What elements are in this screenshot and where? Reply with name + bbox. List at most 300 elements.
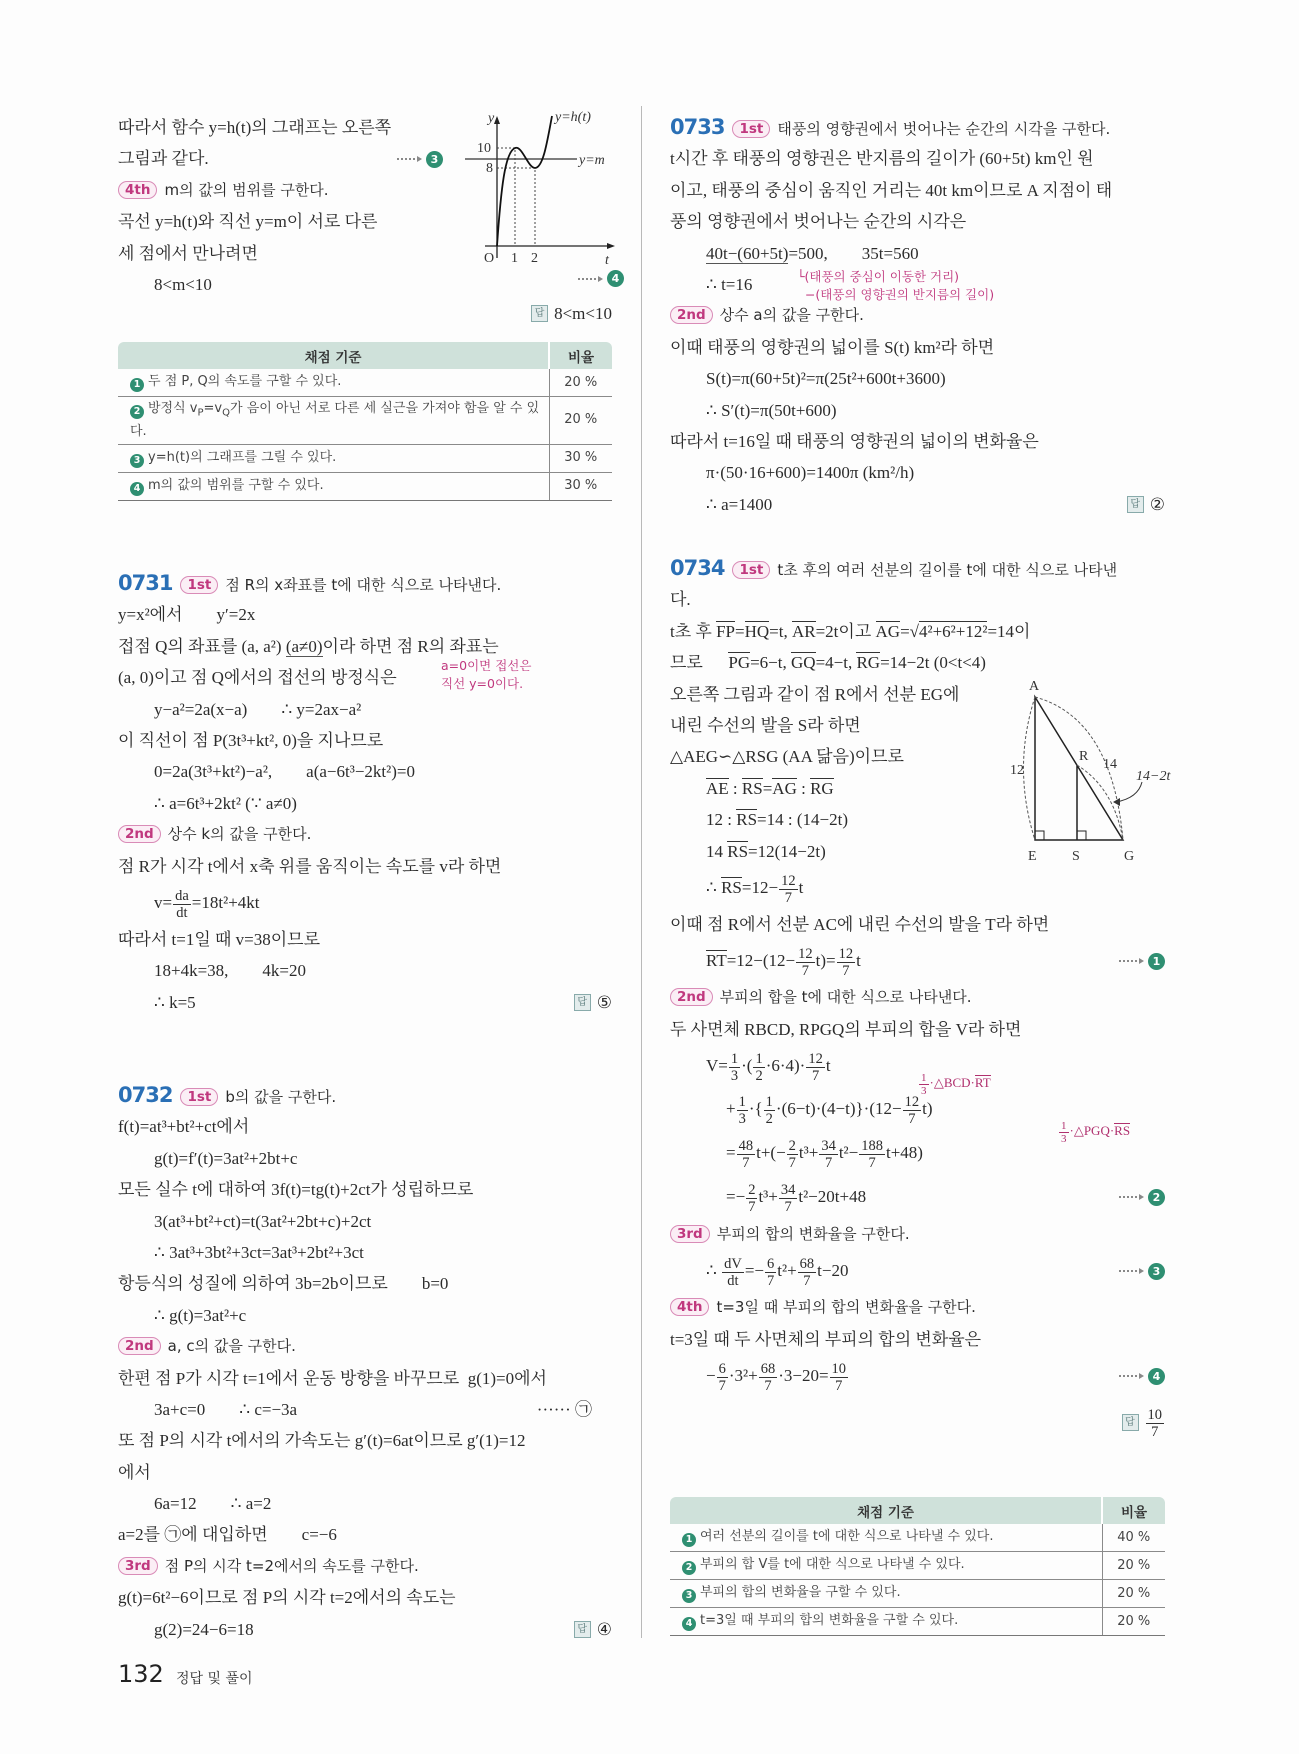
step-badge: 2nd xyxy=(670,306,713,324)
text-run: ∴ xyxy=(706,1261,722,1281)
curve-label: y=h(t) xyxy=(555,110,591,125)
text-run: t=3일 때 두 사면체의 부피의 합의 변화율은 xyxy=(670,1329,982,1349)
dotted-arrow-icon xyxy=(1119,1375,1137,1377)
denominator: 2 xyxy=(755,1067,763,1084)
numerator: 12 xyxy=(781,872,796,889)
solution-line xyxy=(670,1250,1165,1292)
text-run: t=3일 때 부피의 합의 변화율을 구한다. xyxy=(716,1298,976,1317)
text-run: 3(at³+bt²+ct)=t(3at²+2bt+c)+2ct xyxy=(154,1211,372,1231)
text-run: v= xyxy=(154,892,173,912)
solution-line xyxy=(118,1582,612,1613)
text-run: =√ xyxy=(900,621,919,641)
denominator: 3 xyxy=(921,1084,927,1097)
text-run: 0=2a(3t³+kt²)−a², a(a−6t³−2kt²)=0 xyxy=(154,762,415,782)
solution-line xyxy=(670,909,1165,940)
text-run: =4−t, xyxy=(815,653,857,673)
column-divider xyxy=(641,106,642,1638)
text-run: = xyxy=(735,621,745,641)
text-run: ·( xyxy=(741,1056,753,1076)
problem-header xyxy=(670,553,1165,584)
text-run: = xyxy=(726,1143,736,1163)
answer-value xyxy=(597,987,612,1018)
criteria-cell xyxy=(670,1608,1102,1636)
arrow-head-icon xyxy=(1139,1194,1144,1200)
step-badge: 1st xyxy=(732,120,770,138)
step-heading xyxy=(118,1331,612,1362)
text-run: (a, 0)이고 점 Q에서의 접선의 방정식은 xyxy=(118,668,397,688)
text-run: 12 : xyxy=(706,810,737,830)
overline-segment: RG xyxy=(810,778,834,798)
fraction xyxy=(798,1256,817,1289)
denominator: 7 xyxy=(742,1154,750,1171)
numerator: da xyxy=(175,887,189,904)
answer xyxy=(1127,489,1165,520)
answer-value xyxy=(597,1614,612,1645)
denominator: 7 xyxy=(811,1067,820,1084)
solution-line xyxy=(441,675,531,693)
criteria-cell xyxy=(118,472,549,500)
text-run: 부피의 합을 t에 대한 식으로 나타낸다. xyxy=(719,988,972,1007)
criteria-cell xyxy=(118,444,549,472)
numerator: 1 xyxy=(1061,1119,1067,1132)
ratio-cell: 20 % xyxy=(1102,1608,1165,1636)
text-run: t+48) xyxy=(886,1143,923,1163)
denominator: 3 xyxy=(1061,1132,1067,1145)
dotted-arrow-icon xyxy=(397,158,415,160)
answer-value xyxy=(1145,1400,1166,1446)
table-row xyxy=(670,1524,1165,1552)
denominator: 7 xyxy=(788,1154,796,1171)
length-ag: 14 xyxy=(1103,757,1117,772)
overline-segment: HQ xyxy=(744,621,770,641)
answer-icon: 답 xyxy=(1127,496,1144,513)
fraction xyxy=(859,1138,885,1171)
marker-number: 2 xyxy=(1148,1189,1165,1206)
text-run: 이고, 태풍의 중심이 움직인 거리는 40t km이므로 A 지점이 태 xyxy=(670,180,1113,200)
text-run: 두 점 P, Q의 속도를 구할 수 있다. xyxy=(148,374,342,389)
table-row xyxy=(670,1608,1165,1636)
text-run: 항등식의 성질에 의하여 3b=2b이므로 b=0 xyxy=(118,1274,449,1294)
annotation-0734-bcd xyxy=(918,1068,991,1098)
text-run: 한편 점 P가 시각 t=1에서 운동 방향을 바꾸므로 g(1)=0에서 xyxy=(118,1368,547,1388)
arrow-head-icon xyxy=(1139,1373,1144,1379)
text-run: ·(6−t)·(4−t)}·(12− xyxy=(775,1099,902,1119)
text-run: 14 xyxy=(706,841,728,861)
problem-number: 0734 xyxy=(670,556,725,580)
solution-line xyxy=(118,788,612,819)
table-row xyxy=(670,1580,1165,1608)
solution-line xyxy=(118,725,612,756)
step-marker xyxy=(578,270,624,287)
text-run: 이때 태풍의 영향권의 넓이를 S(t) km²라 하면 xyxy=(670,337,995,357)
overline-segment: AR xyxy=(791,621,816,641)
text-run: 이때 점 R에서 선분 AC에 내린 수선의 발을 T라 하면 xyxy=(670,914,1050,934)
text-run: m의 값의 범위를 구한다. xyxy=(164,180,329,199)
overline-segment: RS xyxy=(721,877,742,897)
fraction xyxy=(919,1072,929,1097)
marker-number: 1 xyxy=(1148,953,1165,970)
solution-line xyxy=(118,1206,612,1237)
problem-header xyxy=(118,568,612,599)
text-run: 점 P의 시각 t=2에서의 속도를 구한다. xyxy=(164,1556,419,1575)
text-run: ·{ xyxy=(748,1099,763,1119)
overline-segment: GQ xyxy=(791,653,816,673)
fraction xyxy=(830,1361,849,1394)
solution-line xyxy=(118,1614,612,1645)
solution-line xyxy=(118,882,612,924)
text-run: t시간 후 태풍의 영향권은 반지름의 길이가 (60+5t) km인 원 xyxy=(670,149,1094,169)
solution-line xyxy=(670,940,1165,982)
text-run: 점 R가 시각 t에서 x축 위를 움직이는 속도를 v라 하면 xyxy=(118,856,502,876)
solution-line xyxy=(118,987,612,1018)
table-row xyxy=(118,472,612,500)
equation-tag: ······ ㉠ xyxy=(536,1399,592,1419)
ratio-cell: 20 % xyxy=(549,369,612,397)
text-run: ∴ a=6t³+2kt² (∵ a≠0) xyxy=(154,793,297,813)
text-run: ·3²+ xyxy=(728,1366,758,1386)
text-run: =12(14−2t) xyxy=(748,841,826,861)
text-run: └(태풍의 중심이 이동한 거리) xyxy=(797,269,960,284)
header-ratio: 비율 xyxy=(549,342,612,369)
overline-segment: FP xyxy=(716,621,735,641)
overline-segment: AE xyxy=(706,778,729,798)
header-criteria: 채점 기준 xyxy=(670,1497,1102,1524)
problem-header xyxy=(670,112,1165,143)
numerator: 1 xyxy=(755,1050,763,1067)
solution-line xyxy=(670,363,1165,394)
text-run: −(태풍의 영향권의 반지름의 길이) xyxy=(797,287,995,302)
text-run: 오른쪽 그림과 같이 점 R에서 선분 EG에 xyxy=(670,684,960,704)
solution-line xyxy=(670,1014,1165,1045)
fraction xyxy=(753,1051,764,1084)
solution-line xyxy=(670,143,1165,174)
problem-0731 xyxy=(118,568,612,1018)
numerator: 48 xyxy=(738,1137,754,1154)
text-run: 두 사면체 RBCD, RPGQ의 부피의 합을 V라 하면 xyxy=(670,1019,1022,1039)
dotted-arrow-icon xyxy=(1119,960,1137,962)
answer xyxy=(574,1614,612,1645)
text-run: 부피의 합의 변화율을 구한다. xyxy=(716,1225,910,1244)
dotted-arrow-icon xyxy=(578,278,596,280)
text-run: 상수 a의 값을 구한다. xyxy=(719,306,864,325)
problem-number: 0731 xyxy=(118,571,173,595)
numerator: 1 xyxy=(730,1050,739,1067)
denominator: 7 xyxy=(748,1198,756,1215)
solution-line xyxy=(118,1111,612,1142)
fraction xyxy=(903,1094,922,1127)
solution-line xyxy=(670,457,1165,488)
overline-segment: AG xyxy=(772,778,797,798)
solution-line xyxy=(670,489,1165,520)
denominator: 2 xyxy=(765,1110,773,1127)
text-run: ·△PGQ· xyxy=(1069,1123,1115,1138)
solution-line xyxy=(670,175,1165,206)
text-run: V= xyxy=(706,1056,728,1076)
vertex-a: A xyxy=(1029,679,1040,694)
ratio-cell: 30 % xyxy=(549,472,612,500)
length-ae: 12 xyxy=(1010,763,1024,778)
numerator: 68 xyxy=(760,1360,776,1377)
text-run: ∴ S′(t)=π(50t+600) xyxy=(706,400,837,420)
grading-table-2 xyxy=(670,1497,1165,1636)
text-run: 모든 실수 t에 대하여 3f(t)=tg(t)+2ct가 성립하므로 xyxy=(118,1180,474,1200)
subscript: P xyxy=(197,407,204,419)
table-header-row xyxy=(670,1497,1165,1524)
text-run: 따라서 t=1일 때 v=38이므로 xyxy=(118,929,321,949)
underlined-text: (a≠0) xyxy=(285,636,323,656)
overline-segment: RS xyxy=(1114,1123,1131,1138)
fraction xyxy=(722,1256,744,1289)
header-criteria: 채점 기준 xyxy=(118,342,549,369)
text-run: ∴ g(t)=3at²+c xyxy=(154,1305,247,1325)
marker-number: 3 xyxy=(426,151,443,168)
ratio-cell: 40 % xyxy=(1102,1524,1165,1552)
solution-line xyxy=(118,1488,612,1519)
fraction xyxy=(717,1361,728,1394)
grading-table-1 xyxy=(118,342,612,501)
solution-line xyxy=(670,867,1165,909)
text-run: t³+ xyxy=(798,1143,819,1163)
step-badge: 1st xyxy=(180,576,218,594)
text-run: t²− xyxy=(838,1143,859,1163)
text-run: 따라서 t=16일 때 태풍의 영향권의 넓이의 변화율은 xyxy=(670,431,1039,451)
fraction xyxy=(737,1138,756,1171)
solution-line xyxy=(670,395,1165,426)
solution-line xyxy=(118,1268,612,1299)
denominator: 7 xyxy=(868,1154,876,1171)
marker-number: 2 xyxy=(682,1561,696,1575)
answer-icon: 답 xyxy=(574,1621,591,1638)
text-run: ·6·4)· xyxy=(765,1056,806,1076)
denominator: 7 xyxy=(842,962,850,979)
marker-number: 4 xyxy=(682,1617,696,1631)
text-run: t초 후 xyxy=(670,621,717,641)
text-run: 부피의 합의 변화율을 구할 수 있다. xyxy=(700,1585,901,1600)
denominator: dt xyxy=(176,904,188,921)
text-run: ⑤ xyxy=(596,992,612,1012)
solution-line xyxy=(118,269,443,300)
vertex-r: R xyxy=(1079,749,1089,764)
text-run: : xyxy=(728,778,742,798)
text-run: =12−(12− xyxy=(726,951,796,971)
text-run: 곡선 y=h(t)와 직선 y=m이 서로 다른 xyxy=(118,212,378,232)
text-run: =500, 35t=560 xyxy=(788,243,919,263)
denominator: 7 xyxy=(1151,1424,1159,1441)
solution-line xyxy=(118,1394,612,1425)
fraction xyxy=(759,1361,778,1394)
solution-line xyxy=(118,1300,612,1331)
solution-line xyxy=(441,657,531,675)
text-run: =14 : (14−2t) xyxy=(757,810,848,830)
step-badge: 4th xyxy=(670,1298,709,1316)
fraction xyxy=(779,873,798,906)
length-rg: 14−2t xyxy=(1136,769,1171,784)
text-run: 그림과 같다. xyxy=(118,149,209,169)
vertex-s: S xyxy=(1072,849,1080,864)
text-run: 따라서 함수 y=h(t)의 그래프는 오른쪽 xyxy=(118,118,392,137)
table-row xyxy=(118,444,612,472)
step-marker xyxy=(1119,1250,1165,1292)
solution-line xyxy=(670,332,1165,363)
text-run: t xyxy=(825,1056,831,1076)
step-badge: 2nd xyxy=(118,825,161,843)
answer-icon: 답 xyxy=(574,994,591,1011)
text-run: ∴ a=1400 xyxy=(706,494,773,514)
numerator: 10 xyxy=(831,1360,847,1377)
axis-t-label: t xyxy=(605,253,609,268)
step-marker xyxy=(1119,1175,1165,1219)
solution-line xyxy=(118,206,443,237)
text-run: =− xyxy=(726,1187,746,1207)
graph-h-of-t xyxy=(455,108,620,268)
text-run: t초 후의 여러 선분의 길이를 t에 대한 식으로 나타낸 xyxy=(777,561,1118,579)
text-run: m의 값의 범위를 구할 수 있다. xyxy=(148,477,324,493)
marker-number: 3 xyxy=(682,1589,696,1603)
denominator: 7 xyxy=(767,1273,775,1290)
step-badge: 3rd xyxy=(670,1225,710,1243)
numerator: 6 xyxy=(767,1256,775,1273)
solution-line xyxy=(118,851,612,882)
text-run: 접점 Q의 좌표를 (a, a²) xyxy=(118,636,286,656)
text-run: 점 R의 x좌표를 t에 대한 식으로 나타낸다. xyxy=(225,576,502,594)
fraction xyxy=(806,1051,825,1084)
overline-segment: RT xyxy=(974,1075,991,1090)
denominator: 7 xyxy=(764,1377,772,1394)
annotation-0734-pgq xyxy=(1058,1116,1130,1146)
text-run: 이라 하면 점 R의 좌표는 xyxy=(322,636,499,656)
overline-segment: RS xyxy=(727,841,749,861)
text-run: △AEG∽△RSG (AA 닮음)이므로 xyxy=(670,747,904,767)
denominator: 3 xyxy=(738,1110,746,1127)
numerator: 1 xyxy=(765,1093,773,1110)
answer xyxy=(574,987,612,1018)
arrow-head-icon xyxy=(1139,1268,1144,1274)
text-run: 다. xyxy=(670,590,691,610)
text-run: =2t이고 xyxy=(815,621,876,641)
numerator: 6 xyxy=(718,1360,726,1377)
tick-10: 10 xyxy=(477,141,491,156)
text-run: =14이 xyxy=(987,621,1031,641)
solution-line xyxy=(670,1324,1165,1355)
intro-section xyxy=(118,112,443,300)
step-heading xyxy=(670,1219,1165,1250)
text-run: t−20 xyxy=(817,1261,849,1281)
fraction xyxy=(764,1094,775,1127)
step-heading xyxy=(670,300,1165,331)
numerator: 34 xyxy=(821,1137,836,1154)
overline-segment: AG xyxy=(875,621,901,641)
text-run: 18+4k=38, 4k=20 xyxy=(154,961,307,981)
overline-segment: RS xyxy=(736,810,758,830)
problem-number: 0733 xyxy=(670,115,725,139)
text-run: 직선 y=0이다. xyxy=(441,676,524,691)
text-run: 8<m<10 xyxy=(154,274,212,294)
text-run: f(t)=at³+bt²+ct에서 xyxy=(118,1117,250,1137)
step-heading xyxy=(118,175,443,206)
numerator: 12 xyxy=(808,1050,823,1067)
axis-y-label: y xyxy=(488,111,495,126)
problem-0733 xyxy=(670,112,1165,520)
denominator: 3 xyxy=(730,1067,739,1084)
text-run: t²−20t+48 xyxy=(798,1187,867,1207)
denominator: 7 xyxy=(908,1110,916,1127)
marker-number: 1 xyxy=(130,378,144,392)
text-run: a=0이면 접선은 xyxy=(441,658,532,673)
numerator: dV xyxy=(724,1256,742,1273)
table-header-row xyxy=(118,342,612,369)
ratio-cell: 30 % xyxy=(549,444,612,472)
solution-line xyxy=(118,1519,612,1550)
text-run: =− xyxy=(744,1261,764,1281)
solution-line xyxy=(797,268,994,286)
marker-number: 4 xyxy=(1148,1368,1165,1385)
underlined-text: 40t−(60+5t) xyxy=(706,243,789,263)
text-run: 므로 xyxy=(670,653,729,673)
text-run: =14−2t (0<t<4) xyxy=(880,653,986,673)
criteria-cell xyxy=(118,397,549,445)
numerator: 12 xyxy=(904,1093,920,1110)
solution-line xyxy=(118,955,612,986)
solution-line xyxy=(118,631,612,662)
overline-segment: PG xyxy=(728,653,751,673)
text-run: g(2)=24−6=18 xyxy=(154,1619,254,1639)
page-section-label: 정답 및 풀이 xyxy=(176,1671,253,1687)
step-marker xyxy=(397,143,443,174)
text-run: 상수 k의 값을 구한다. xyxy=(167,825,312,844)
header-ratio: 비율 xyxy=(1102,1497,1165,1524)
numerator: 34 xyxy=(780,1181,796,1198)
marker-number: 2 xyxy=(130,405,144,419)
solution-line xyxy=(118,599,612,630)
text-run: ② xyxy=(1149,494,1165,514)
text-run: 6a=12 ∴ a=2 xyxy=(154,1494,272,1514)
dotted-arrow-icon xyxy=(1119,1196,1137,1198)
text-run: =t, xyxy=(769,621,792,641)
solution-line xyxy=(670,616,1165,647)
text-run: t)= xyxy=(815,951,836,971)
step-badge: 1st xyxy=(732,561,770,579)
solution-line xyxy=(670,584,1165,615)
text-run: : xyxy=(796,778,811,798)
text-run: = xyxy=(762,778,773,798)
text-run: y=h(t)의 그래프를 그릴 수 있다. xyxy=(148,449,337,465)
step-badge: 2nd xyxy=(118,1337,161,1355)
fraction xyxy=(837,946,856,979)
text-run: g(t)=6t²−6이므로 점 P의 시각 t=2에서의 속도는 xyxy=(118,1588,456,1608)
text-run: 3a+c=0 ∴ c=−3a xyxy=(154,1399,298,1419)
text-run: π·(50·16+600)=1400π (km²/h) xyxy=(706,463,915,483)
text-run: 여러 선분의 길이를 t에 대한 식으로 나타낼 수 있다. xyxy=(700,1529,994,1544)
step-marker xyxy=(1119,940,1165,982)
text-run: 또 점 P의 시각 t에서의 가속도는 g′(t)=6at이므로 g′(1)=12 xyxy=(118,1431,526,1451)
criteria-cell xyxy=(670,1524,1102,1552)
solution-line xyxy=(670,1355,1165,1397)
text-run: 부피의 합 V를 t에 대한 식으로 나타낼 수 있다. xyxy=(700,1557,965,1572)
fraction xyxy=(1146,1407,1165,1440)
numerator: 1 xyxy=(921,1071,927,1084)
text-run: t=3일 때 부피의 합의 변화율을 구할 수 있다. xyxy=(700,1613,959,1628)
numerator: 1 xyxy=(738,1093,746,1110)
text-run: 방정식 v xyxy=(148,401,198,416)
annotation-0731 xyxy=(441,657,531,693)
text-run: 태풍의 영향권에서 벗어나는 순간의 시각을 구한다. xyxy=(777,120,1111,138)
text-run: 세 점에서 만나려면 xyxy=(118,243,258,263)
text-run: =v xyxy=(203,401,223,416)
solution-line xyxy=(118,1237,612,1268)
step-heading xyxy=(118,819,612,850)
overline-segment: RS xyxy=(741,778,763,798)
text-run: ·3−20= xyxy=(778,1366,829,1386)
